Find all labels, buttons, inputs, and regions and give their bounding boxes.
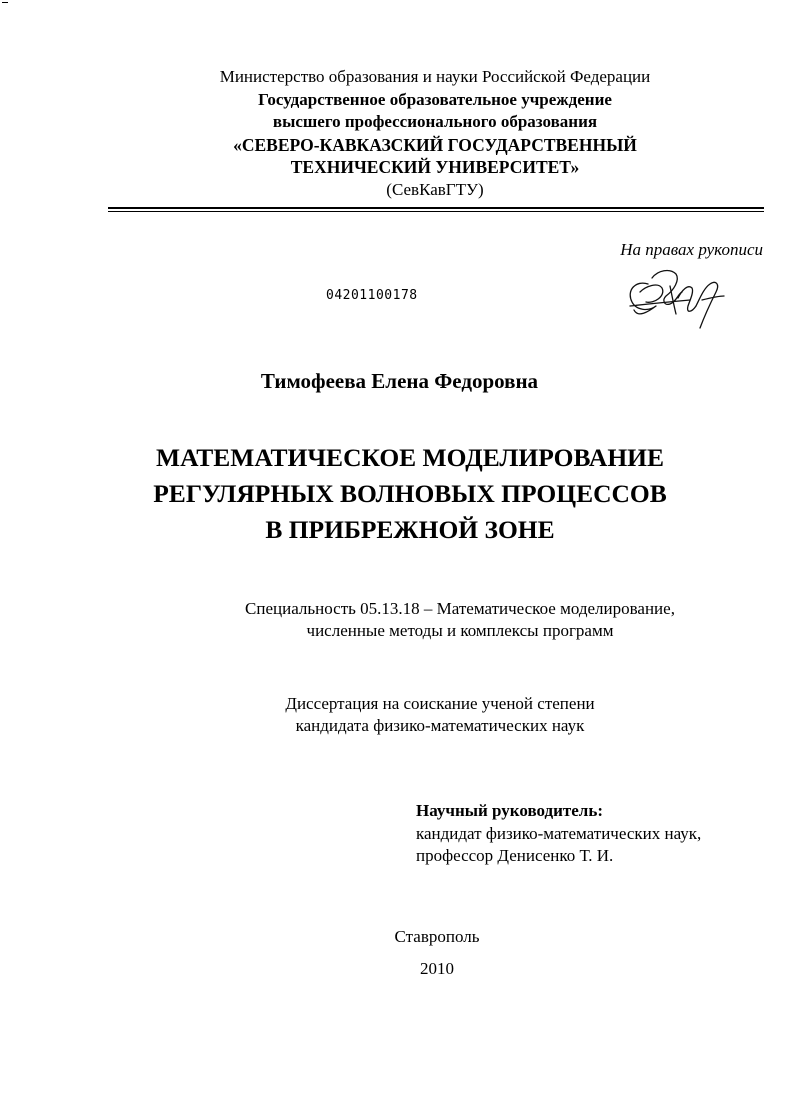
year: 2010: [420, 959, 454, 978]
degree-block: [200, 693, 680, 737]
dissertation-title: [50, 440, 770, 548]
institution-header: [100, 66, 770, 201]
supervisor-name: профессор Денисенко Т. И.: [416, 846, 614, 865]
supervisor-label: Научный руководитель:: [416, 801, 603, 820]
ministry-line: Министерство образования и науки Российской Федерации: [219, 67, 651, 86]
supervisor-degree: кандидат физико-математических наук,: [416, 823, 702, 843]
document-code: 04201100178: [326, 288, 418, 303]
city: Ставрополь: [394, 927, 480, 946]
education-level-line: высшего профессионального образования: [272, 112, 598, 131]
title-line-3: В ПРИБРЕЖНОЙ ЗОНЕ: [265, 515, 555, 544]
header-divider-thin: [108, 211, 764, 212]
degree-line-2: кандидата физико-математических наук: [295, 716, 585, 735]
specialty-line-1: Специальность 05.13.18 – Математическое моделирование,: [245, 599, 675, 618]
title-line-1: МАТЕМАТИЧЕСКОЕ МОДЕЛИРОВАНИЕ: [156, 443, 664, 472]
scan-mark: [2, 2, 8, 3]
supervisor-block: [416, 800, 701, 868]
university-name-line-1: «СЕВЕРО-КАВКАЗСКИЙ ГОСУДАРСТВЕННЫЙ: [233, 134, 637, 155]
degree-line-1: Диссертация на соискание ученой степени: [285, 694, 595, 713]
university-name-line-2: ТЕХНИЧЕСКИЙ УНИВЕРСИТЕТ»: [290, 157, 580, 177]
university-abbreviation: (СевКавГТУ): [386, 179, 484, 199]
header-divider-thick: [108, 207, 764, 209]
title-line-2: РЕГУЛЯРНЫХ ВОЛНОВЫХ ПРОЦЕССОВ: [153, 479, 667, 508]
signature-icon: [618, 262, 730, 332]
specialty-line-2: численные методы и комплексы программ: [306, 621, 614, 640]
specialty-block: [210, 598, 710, 642]
institution-type-line: Государственное образовательное учреждение: [258, 89, 612, 109]
author-name: Тимофеева Елена Федоровна: [260, 369, 539, 393]
manuscript-rights-note: На правах рукописи: [620, 240, 763, 259]
